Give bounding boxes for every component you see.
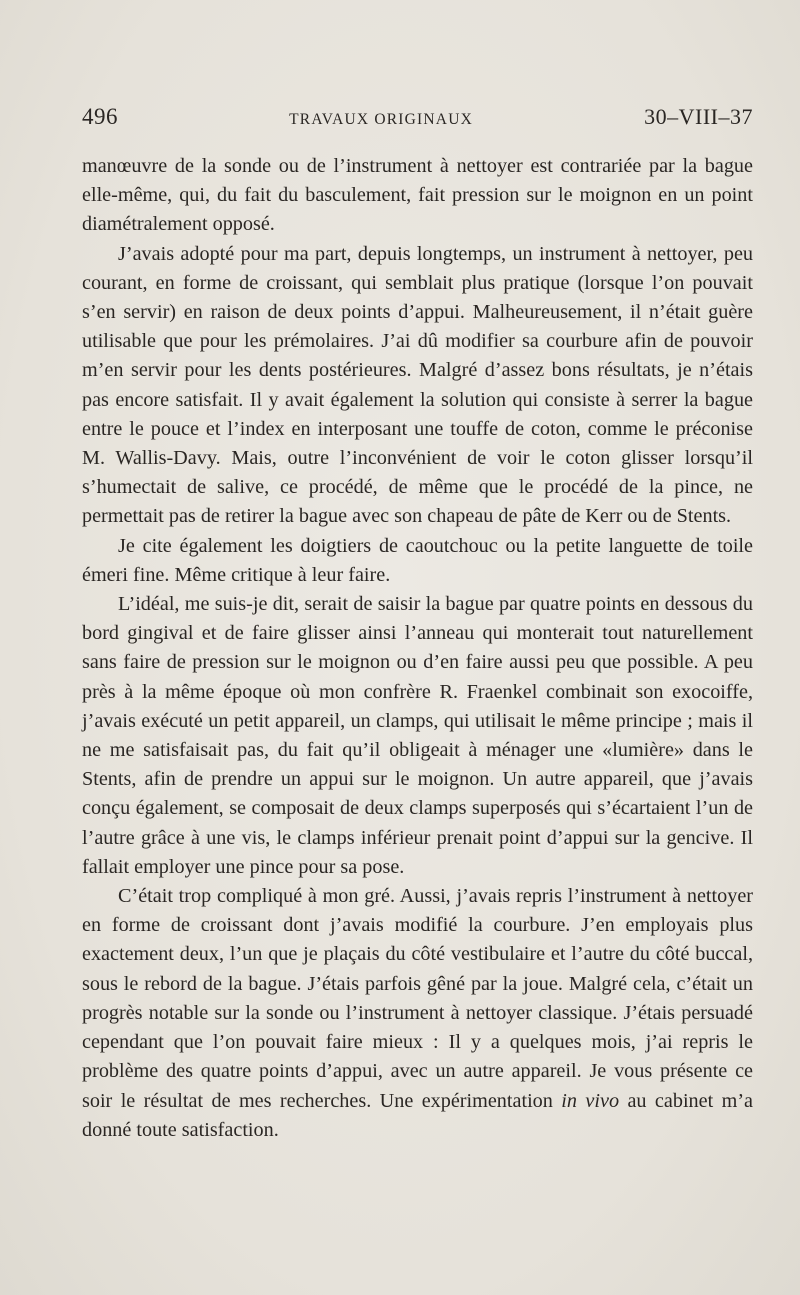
paragraph-text-start: C’était trop compliqué à mon gré. Aussi, j’avais repris l’instrument à nettoyer en forme de croissant dont j’avais modifié la courbure. J’en employais plus exactement deux, l’un que je plaçais du côté vestibulaire et l’autre du côté buccal, sous le rebord de la bague. J’étais parfois gêné par la joue. Malgré cela, c’était un progrès notable sur la sonde ou l’instrument à nettoyer classique. J’étais persuadé cependant que l’on pouvait faire mieux : Il y a quelques mois, j’ai repris le problème des quatre points d’appui, avec un autre appareil. Je vous présente ce soir le résultat de mes recherches. Une expérimentation xyxy=(82,885,753,1112)
body-text xyxy=(82,152,753,1145)
page-number: 496 xyxy=(82,104,118,129)
italic-term: in vivo xyxy=(561,1089,620,1112)
paragraph-four-points: L’idéal, me suis-je dit, serait de saisir la bague par quatre points en dessous du bord gingival et de faire glisser ainsi l’anneau qui monterait tout naturellement sans faire de pression sur le moignon ou d’en faire aussi peu que possible. A peu près à la même époque où mon confrère R. Fraenkel combinait son exocoiffe, j’avais exécuté un petit appareil, un clamps, qui utilisait le même principe ; mais il ne me satisfaisait pas, du fait qu’il obligeait à ménager une «lumière» dans le Stents, afin de prendre un appui sur le moignon. Un autre appareil, que j’avais conçu également, se composait de deux clamps superposés qui s’écartaient l’un de l’autre grâce à une vis, le clamps inférieur prenait point d’appui sur la gencive. Il fallait employer une pince pour sa pose. xyxy=(82,593,753,878)
running-head xyxy=(82,104,753,136)
section-title: TRAVAUX ORIGINAUX xyxy=(289,111,473,128)
paragraph-new-apparatus xyxy=(82,882,753,1145)
paragraph-continuation: manœuvre de la sonde ou de l’instrument à nettoyer est contrariée par la bague elle-même, qui, du fait du basculement, fait pression sur le moignon en un point diamétralement opposé. xyxy=(82,155,753,236)
paragraph-finger-cots: Je cite également les doigtiers de caoutchouc ou la petite languette de toile émeri fine. Même critique à leur faire. xyxy=(82,534,753,586)
paragraph-crescent-instrument: J’avais adopté pour ma part, depuis longtemps, un instrument à nettoyer, peu courant, en forme de croissant, qui semblait plus pratique (lorsque l’on pouvait s’en servir) en raison de deux points d’appui. Malheureusement, il n’était guère utilisable que pour les prémolaires. J’ai dû modifier sa courbure afin de pouvoir m’en servir pour les dents postérieures. Malgré d’assez bons résultats, je n’étais pas encore satisfait. Il y avait également la solution qui consiste à serrer la bague entre le pouce et l’index en interposant une touffe de coton, comme le préconise M. Wallis-Davy. Mais, outre l’inconvénient de voir le coton glisser lorsqu’il s’humectait de salive, ce procédé, de même que le procédé de la pince, ne permettait pas de retirer la bague avec son chapeau de pâte de Kerr ou de Stents. xyxy=(82,242,753,528)
issue-date: 30–VIII–37 xyxy=(644,104,753,129)
paragraph-text-end: au cabinet m’a donné toute satisfaction. xyxy=(82,1089,754,1141)
